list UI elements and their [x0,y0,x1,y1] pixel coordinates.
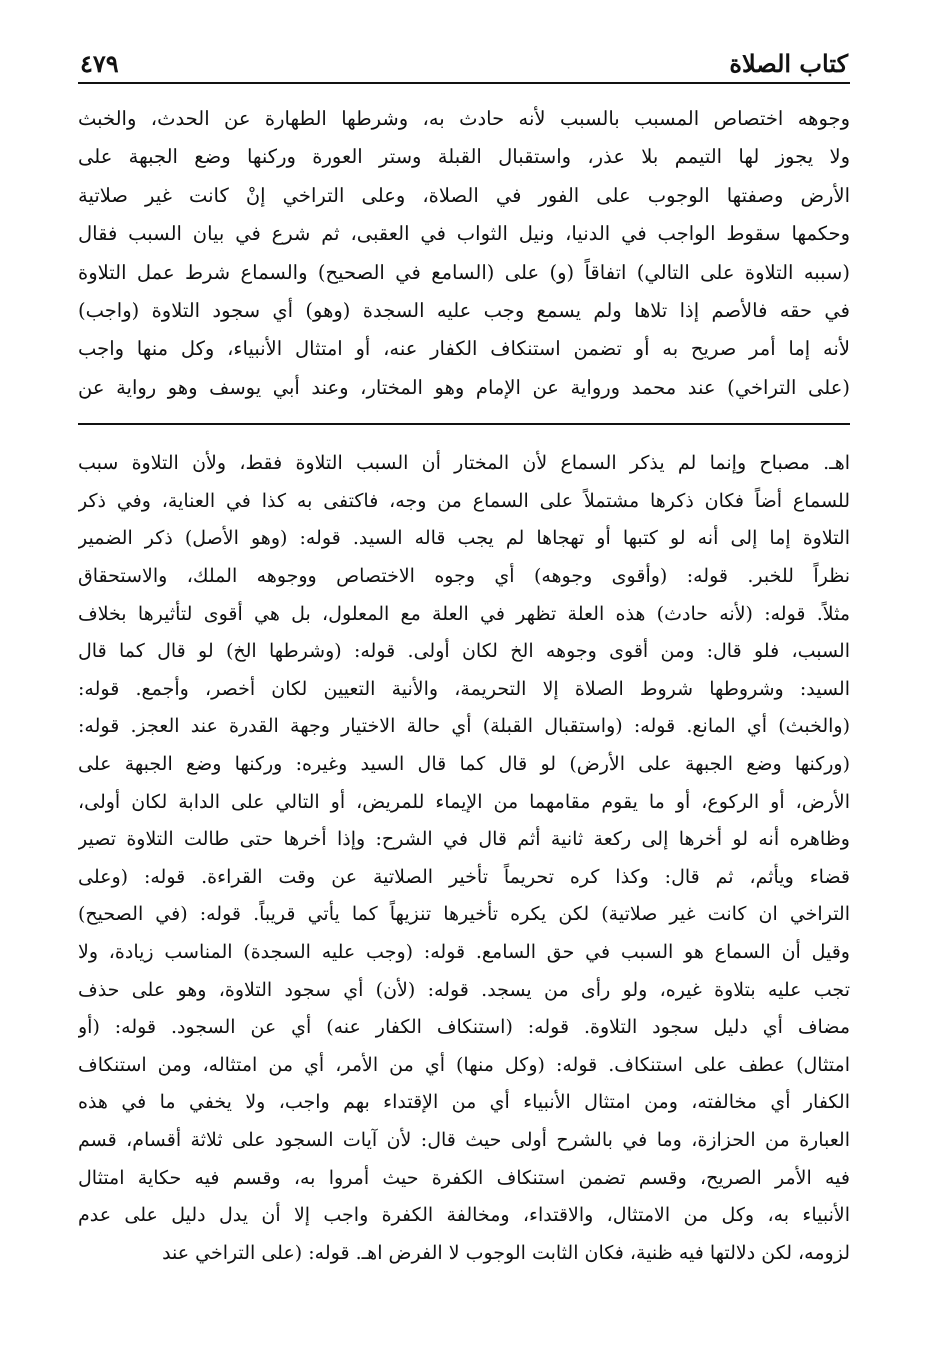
commentary-line: الكفار أي مخالفته، ومن امتثال الأنبياء أي من الإقتداء بهم واجب، ولا يخفي ما في هذه [78,1091,850,1114]
commentary-line: تجب عليه بتلاوة غيره، ولو رأى من يسجد. قوله: (لأن) أي سجود التلاوة، وهو على حذف [78,978,850,1001]
commentary-line: للسماع أضاً فكان ذكرها مشتملاً على السماع من وجه، فاكتفى به كذا في العناية، وفي ذكر [78,489,850,512]
commentary-line: التلاوة إما إلى أنه لو كتبها أو تهجاها لم يجب قاله السيد. قوله: (وهو الأصل) ذكر الضمير [78,527,850,550]
commentary-line: وقيل أن السماع هو السبب في حق السامع. قوله: (وجب عليه السجدة) المناسب زيادة، ولا [78,940,850,963]
main-text [78,100,850,407]
page-number: ٤٧٩ [80,49,119,78]
main-text-line: وجوهه اختصاص المسبب بالسبب لأنه حادث به، وشرطها الطهارة عن الحدث، والخبث [78,107,850,130]
commentary-line: السبب، فلو قال: ومن أقوى وجوهه الخ لكان أولى. قوله: (وشرطها الخ) لو قال كما قال [78,640,850,663]
commentary-line: نظراً للخبر. قوله: (وأقوى وجوهه) أي وجوه الاختصاص ووجوهه الملك، والاستحقاق [78,565,850,588]
commentary-line: السيد: وشروطها شروط الصلاة إلا التحريمة، والأنية التعيين لكان أخصر، وأجمع. قوله: [78,677,850,700]
commentary-line: مضاف أي دليل سجود التلاوة. قوله: (استنكاف الكفار عنه) أي عن السجود. قوله: (أو [78,1016,850,1039]
footnote-separator [78,423,850,425]
header-rule [78,82,850,84]
running-title: كتاب الصلاة [729,49,848,78]
commentary-text [78,445,850,1272]
book-page [78,34,850,1272]
commentary-line: فيه الأمر الصريح، وقسم تضمن استنكاف الكفرة حيث أمروا به، وقسم فيه حكاية امتثال [78,1166,850,1189]
commentary-line: قضاء ويأثم، ثم قال: وكذا كره تحريماً تأخير الصلاتية عن وقت القراءة. قوله: (وعلى [78,865,850,888]
commentary-line: التراخي ان كانت غير صلاتية) لكن يكره تأخيرها تنزيهاً كما يأتي قريباً. قوله: (في الصحيح) [78,903,850,926]
commentary-line: (والخبث) أي المانع. قوله: (واستقبال القبلة) أي حالة الاختيار وجهة القدرة عند العجز. قوله: [78,715,850,738]
commentary-line: مثلاً. قوله: (لأنه حادث) هذه العلة تظهر في العلة مع المعلول، بل هي أقوى لتأثيرها بخلاف [78,602,850,625]
commentary-line: امتثال) عطف على استنكاف. قوله: (وكل منها) أي من الأمر، أي من امتثاله، ومن استنكاف [78,1053,850,1076]
page-header [78,34,850,78]
main-text-line: لأنه إما أمر صريح به أو تضمن استنكاف الكفار عنه، أو امتثال الأنبياء، وكل منها واجب [78,337,850,361]
main-text-line: في حقه فالأصم إذا تلاها ولم يسمع وجب عليه السجدة (وهو) أي سجود التلاوة (واجب) [78,299,850,323]
commentary-line: الأرض، أو الركوع، أو ما يقوم مقامهما من الإيماء للمريض، أو التالي على الدابة لكان أولى، [78,790,850,813]
main-text-line: (سببه التلاوة على التالي) اتفاقاً (و) على (السامع في الصحيح) والسماع شرط عمل التلاوة [78,260,850,284]
main-text-line: (على التراخي) عند محمد ورواية عن الإمام وهو المختار، وعند أبي يوسف وهو رواية عن [78,375,850,399]
main-text-line: ولا يجوز لها التيمم بلا عذر، واستقبال القبلة وستر العورة وركنها وضع الجبهة على [78,145,850,169]
commentary-line: (وركنها وضع الجبهة على الأرض) لو قال كما قال السيد وغيره: وركنها وضع الجبهة على [78,753,850,775]
commentary-line: العبارة من الحزازة، وما في بالشرح أولى حيث قال: لأن آيات السجود على ثلاثة أقسام، قسم [78,1128,850,1151]
main-text-line: الأرض وصفتها الوجوب على الفور في الصلاة، وعلى التراخي إنْ كانت غير صلاتية [78,183,850,207]
commentary-line: لزومه، لكن دلالتها فيه ظنية، فكان الثابت الوجوب لا الفرض اهـ. قوله: (على التراخي عند [162,1241,850,1264]
commentary-line: وظاهره أنه لو أخرها إلى ركعة ثانية أثم قال في الشرح: وإذا أخرها حتى طالت التلاوة تصير [78,828,850,851]
commentary-line: اهـ. مصباح وإنما لم يذكر السماع لأن المختار أن السبب التلاوة فقط، ولأن التلاوة سبب [78,452,850,475]
commentary-line: الأنبياء به، وكل من الامتثال، والاقتداء، ومخالفة الكفرة واجب إلا أن يدل دليل على عدم [78,1204,850,1227]
main-text-line: وحكمها سقوط الواجب في الدنيا، ونيل الثواب في العقبى، ثم شرع في بيان السبب فقال [78,222,850,246]
